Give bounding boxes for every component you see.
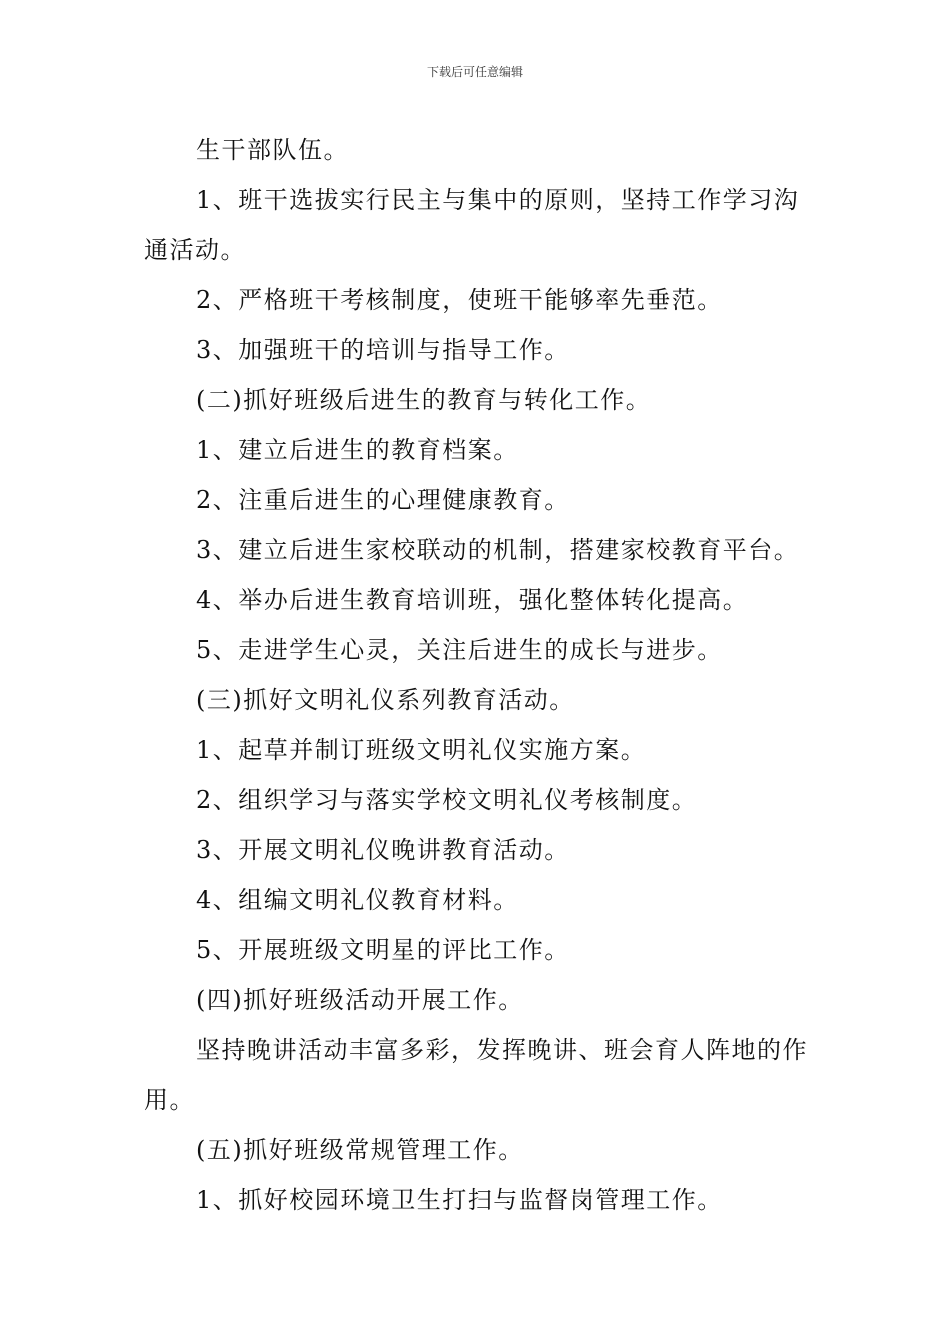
section-heading-3: (三)抓好文明礼仪系列教育活动。 [196, 686, 575, 714]
paragraph-mental-health: 2、注重后进生的心理健康教育。 [196, 486, 570, 514]
paragraph-civility-star: 5、开展班级文明星的评比工作。 [196, 936, 570, 964]
page-header: 下载后可任意编辑 [426, 65, 523, 79]
paragraph-student-archive: 1、建立后进生的教育档案。 [196, 436, 519, 464]
section-heading-5: (五)抓好班级常规管理工作。 [196, 1136, 524, 1164]
paragraph-training-class: 4、举办后进生教育培训班，强化整体转化提高。 [196, 586, 749, 614]
paragraph-campus-hygiene: 1、抓好校园环境卫生打扫与监督岗管理工作。 [196, 1186, 723, 1214]
paragraph-cadre-team: 生干部队伍。 [196, 136, 349, 164]
paragraph-evening-talk: 3、开展文明礼仪晚讲教育活动。 [196, 836, 570, 864]
section-heading-2: (二)抓好班级后进生的教育与转化工作。 [196, 386, 652, 414]
paragraph-student-growth: 5、走进学生心灵，关注后进生的成长与进步。 [196, 636, 723, 664]
section-heading-4: (四)抓好班级活动开展工作。 [196, 986, 524, 1014]
paragraph-etiquette-plan: 1、起草并制订班级文明礼仪实施方案。 [196, 736, 647, 764]
paragraph-etiquette-materials: 4、组编文明礼仪教育材料。 [196, 886, 519, 914]
document-body [144, 125, 816, 1225]
paragraph-cadre-assessment: 2、严格班干考核制度，使班干能够率先垂范。 [196, 286, 723, 314]
paragraph-class-activities: 坚持晚讲活动丰富多彩，发挥晚讲、班会育人阵地的作用。 [144, 1036, 808, 1114]
paragraph-cadre-training: 3、加强班干的培训与指导工作。 [196, 336, 570, 364]
paragraph-home-school: 3、建立后进生家校联动的机制，搭建家校教育平台。 [196, 536, 800, 564]
paragraph-etiquette-assessment: 2、组织学习与落实学校文明礼仪考核制度。 [196, 786, 698, 814]
paragraph-cadre-selection: 1、班干选拔实行民主与集中的原则，坚持工作学习沟通活动。 [144, 186, 800, 264]
